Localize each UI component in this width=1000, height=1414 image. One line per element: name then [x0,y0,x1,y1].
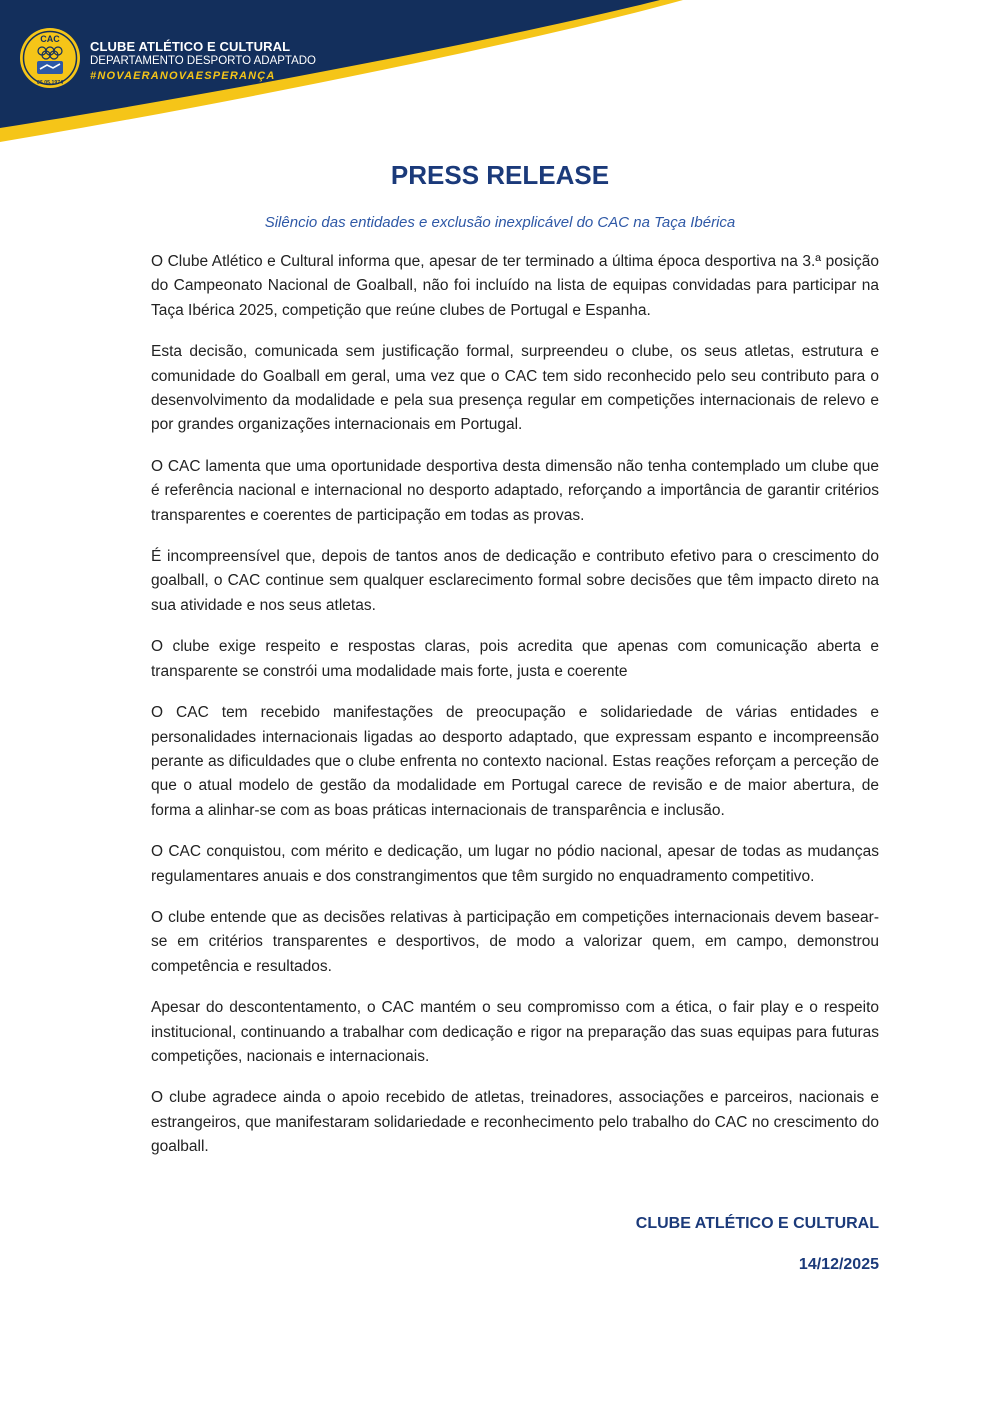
body-paragraph-8: O clube entende que as decisões relativas à participação em competições internacionais devem basear-se em critérios transparentes e desportivos, de modo a valorizar quem, em campo, demonstrou competência e resultados. [151,908,879,975]
body-paragraph-7: O CAC conquistou, com mérito e dedicação, um lugar no pódio nacional, apesar de todas as mudanças regulamentares anuais e dos constrangimentos que têm surgido no enquadramento competitivo. [151,843,879,885]
signature-organization: CLUBE ATLÉTICO E CULTURAL [635,1215,879,1232]
body-paragraph-4: É incompreensível que, depois de tantos anos de dedicação e contributo efetivo para o crescimento do goalball, o CAC continue sem qualquer esclarecimento formal sobre decisões que têm impacto direto na sua atividade e nos seus atletas. [151,548,879,614]
body-text [151,250,879,1177]
signature-date: 14/12/2025 [798,1256,879,1273]
brand-department: DEPARTAMENTO DESPORTO ADAPTADO [90,55,317,67]
brand-name: CLUBE ATLÉTICO E CULTURAL [90,39,291,54]
page-title: PRESS RELEASE [390,160,610,190]
body-paragraph-9: Apesar do descontentamento, o CAC mantém o seu compromisso com a ética, o fair play e o respeito institucional, continuando a trabalhar com dedicação e rigor na preparação das suas equipas para futuras competições, nacionais e internacionais. [151,999,879,1065]
logo-text: CAC [40,34,60,44]
logo-date: 06.05.1974 [37,80,63,86]
header-banner [0,0,1000,180]
brand-hashtag: #NOVAERANOVAESPERANÇA [90,70,276,82]
body-paragraph-1: O Clube Atlético e Cultural informa que, apesar de ter terminado a última época desportiva na 3.ª posição do Campeonato Nacional de Goalball, não foi incluído na lista de equipas convidadas para participar na Taça Ibérica 2025, competição que reúne clubes de Portugal e Espanha. [151,253,879,319]
body-paragraph-3: O CAC lamenta que uma oportunidade desportiva desta dimensão não tenha contemplado um clube que é referência nacional e internacional no desporto adaptado, reforçando a importância de garantir critérios transparentes e coerentes de participação em todas as provas. [151,457,879,524]
club-logo [18,24,82,96]
body-paragraph-5: O clube exige respeito e respostas claras, pois acredita que apenas com comunicação aberta e transparente se constrói uma modalidade mais forte, justa e coerente [151,638,879,680]
body-paragraph-10: O clube agradece ainda o apoio recebido de atletas, treinadores, associações e parceiros, nacionais e estrangeiros, que manifestaram solidariedade e reconhecimento pelo trabalho do CAC no crescimento do goalball. [151,1089,879,1156]
brand-block [90,39,316,84]
body-paragraph-6: O CAC tem recebido manifestações de preocupação e solidariedade de várias entidades e personalidades internacionais ligadas ao desporto adaptado, que expressam espanto e incompreensão perante as dificuldades que o clube enfrenta no contexto nacional. Estas reações reforçam a perceção de que o atual modelo de gestão da modalidade em Portugal carece de revisão e de maior abertura, de forma a alinhar-se com as boas práticas internacionais de transparência e inclusão. [151,704,879,819]
body-paragraph-2: Esta decisão, comunicada sem justificação formal, surpreendeu o clube, os seus atletas, estrutura e comunidade do Goalball em geral, uma vez que o CAC tem sido reconhecido pelo seu contributo para o desenvolvimento da modalidade e pela sua presença regular em competições internacionais de relevo e por grandes organizações internacionais em Portugal. [151,343,879,434]
page-subtitle: Silêncio das entidades e exclusão inexplicável do CAC na Taça Ibérica [264,214,736,231]
